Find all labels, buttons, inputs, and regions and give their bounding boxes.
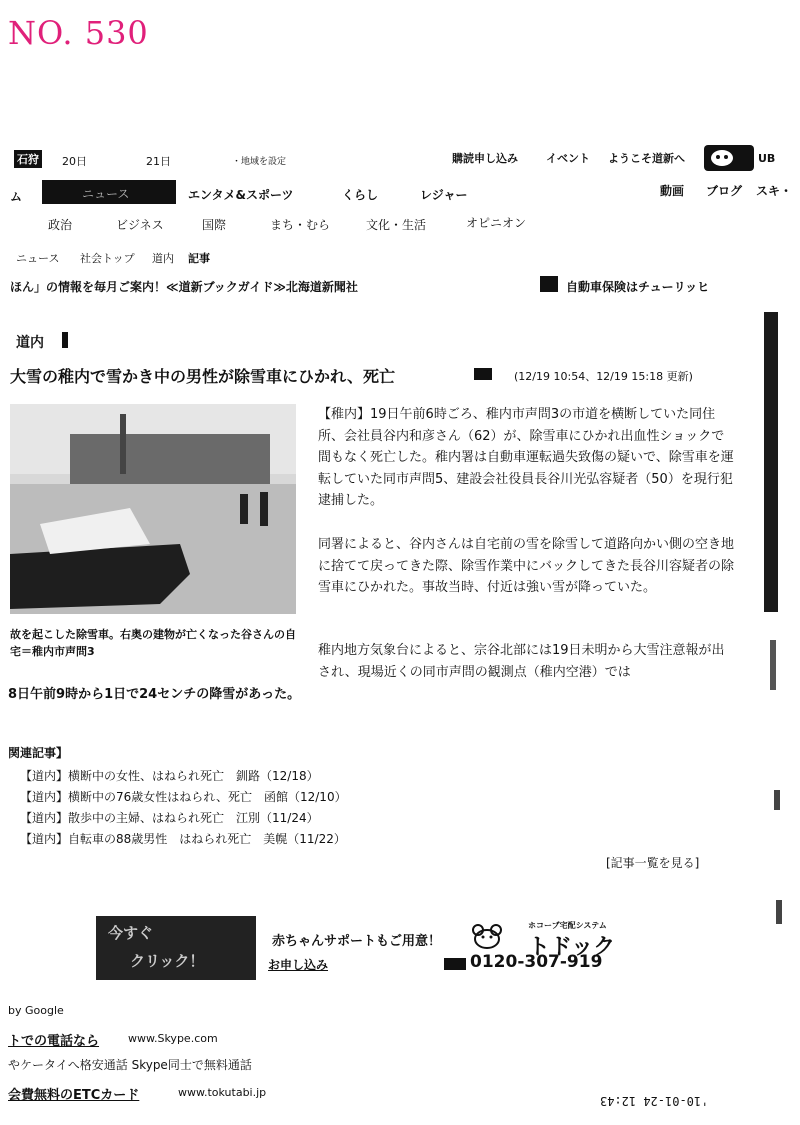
text-ad-2-title[interactable]: 会費無料のETCカード bbox=[8, 1088, 140, 1103]
archive-number-stamp: NO. 530 bbox=[8, 14, 149, 52]
ad-click-line1: 今すぐ bbox=[108, 924, 154, 942]
snowplow-photo-drawing bbox=[10, 404, 296, 614]
logo-mascot-icon bbox=[704, 145, 754, 171]
breadcrumb-local[interactable]: 道内 bbox=[152, 252, 174, 265]
logo-tail: UB bbox=[758, 152, 776, 165]
welcome-link[interactable]: ようこそ道新へ bbox=[608, 152, 685, 165]
nav-news-tab[interactable] bbox=[42, 180, 176, 204]
ad-click-line2: クリック！ bbox=[130, 952, 205, 970]
nav-entertainment[interactable]: エンタメ&スポーツ bbox=[188, 188, 294, 202]
photo-indicator-icon bbox=[474, 368, 492, 380]
ads-by-google[interactable]: by Google bbox=[8, 1004, 64, 1017]
promo-insurance[interactable]: 自動車保険はチューリッヒ bbox=[566, 280, 710, 294]
related-item[interactable]: 【道内】自転車の88歳男性 はねられ死亡 美幌（11/22） bbox=[20, 832, 346, 846]
weather-date-20: 20日 bbox=[62, 155, 87, 168]
breadcrumb-society[interactable]: 社会トップ bbox=[80, 252, 135, 265]
article-photo bbox=[10, 404, 296, 614]
dohshin-logo[interactable] bbox=[704, 145, 754, 171]
text-ad-1-body: やケータイへ格安通話 Skype同士で無料通話 bbox=[8, 1058, 252, 1072]
fax-timestamp: '10-01-24 12:43 bbox=[600, 1094, 709, 1108]
text-ad-1-title[interactable]: トでの電話なら bbox=[8, 1034, 100, 1049]
nav-leisure[interactable]: レジャー bbox=[420, 188, 468, 202]
related-heading: 関連記事】 bbox=[8, 746, 69, 760]
pr-badge-icon bbox=[540, 276, 558, 292]
article-paragraph-3-cont: 8日午前9時から1日で24センチの降雪があった。 bbox=[8, 687, 301, 702]
subnav-business[interactable]: ビジネス bbox=[116, 218, 164, 232]
ad-brand-sub: ホコーブ宅配システム bbox=[528, 921, 607, 930]
subnav-international[interactable]: 国際 bbox=[202, 218, 227, 232]
ad-tagline: 赤ちゃんサポートもご用意！ bbox=[272, 934, 442, 949]
ad-apply-link[interactable]: お申し込み bbox=[268, 958, 329, 972]
weather-date-21: 21日 bbox=[146, 155, 171, 168]
event-link[interactable]: イベント bbox=[546, 152, 590, 165]
nav-news-label: ニュース bbox=[82, 187, 130, 201]
promo-book-guide[interactable]: ほん」の情報を毎月ご案内！≪道新ブックガイド≫北海道新聞社 bbox=[10, 280, 358, 294]
article-paragraph-1: 【稚内】19日午前6時ごろ、稚内市声問3の市道を横断していた同住所、会社員谷内和彦さん（62）が、除雪車にひかれ出血性ショックで間もなく死亡した。稚内署は自動車運転過失致傷の疑いで、除雪車を運転していた同市声問5、建設会社役員長谷川光弘容疑者（50）を現行犯逮捕した。 bbox=[318, 407, 734, 508]
breadcrumb-news[interactable]: ニュース bbox=[16, 252, 60, 265]
related-item[interactable]: 【道内】散歩中の主婦、はねられ死亡 江別（11/24） bbox=[20, 811, 319, 825]
ad-phone: 0120-307-919 bbox=[470, 952, 603, 972]
subnav-opinion[interactable]: オピニオン bbox=[466, 216, 527, 230]
region-badge[interactable]: 石狩 bbox=[14, 150, 42, 168]
photo-caption: 故を起こした除雪車。右奥の建物が亡くなった谷さんの自宅＝稚内市声問3 bbox=[10, 628, 296, 658]
article-timestamp: (12/19 10:54、12/19 15:18 更新) bbox=[514, 370, 693, 383]
subnav-culture[interactable]: 文化・生活 bbox=[366, 218, 427, 232]
related-item[interactable]: 【道内】横断中の76歳女性はねられ、死亡 函館（12/10） bbox=[20, 790, 347, 804]
article-paragraph-2: 同署によると、谷内さんは自宅前の雪を除雪して道路向かい側の空き地に捨てて戻ってきた際、除雪作業中にバックしてきた長谷川容疑者の除雪車にひかれた。事故当時、付近は強い雪が降っていた。 bbox=[318, 537, 735, 595]
related-item[interactable]: 【道内】横断中の女性、はねられ死亡 釧路（12/18） bbox=[20, 769, 319, 783]
ad-brand: トドック bbox=[528, 935, 616, 960]
subscribe-link[interactable]: 購読申し込み bbox=[452, 152, 518, 165]
nav-blog[interactable]: ブログ bbox=[706, 184, 743, 198]
nav-video[interactable]: 動画 bbox=[660, 184, 685, 198]
fax-icon bbox=[444, 958, 466, 970]
ad-click-button[interactable] bbox=[96, 916, 256, 980]
related-list bbox=[20, 766, 347, 850]
subnav-politics[interactable]: 政治 bbox=[48, 218, 73, 232]
nav-home[interactable]: ム bbox=[10, 190, 23, 204]
scan-noise bbox=[774, 790, 780, 810]
nav-ski[interactable]: スキ・ bbox=[756, 184, 793, 198]
related-more-link[interactable]: [記事一覧を見る] bbox=[606, 856, 700, 870]
nav-life[interactable]: くらし bbox=[342, 188, 379, 202]
scan-noise bbox=[776, 900, 782, 924]
text-ad-1-url[interactable]: www.Skype.com bbox=[128, 1032, 218, 1045]
scrollbar[interactable] bbox=[764, 312, 778, 612]
section-marker bbox=[62, 332, 68, 348]
section-label: 道内 bbox=[16, 335, 44, 351]
text-ad-2-url[interactable]: www.tokutabi.jp bbox=[178, 1086, 267, 1099]
article-headline: 大雪の稚内で雪かき中の男性が除雪車にひかれ、死亡 bbox=[10, 367, 395, 386]
breadcrumb-article: 記事 bbox=[188, 252, 210, 265]
bear-mascot-icon bbox=[470, 924, 504, 950]
subnav-towns[interactable]: まち・むら bbox=[270, 218, 331, 232]
article-paragraph-3: 稚内地方気象台によると、宗谷北部には19日未明から大雪注意報が出され、現場近くの同市声問の観測点（稚内空港）では bbox=[318, 643, 725, 680]
region-setting-link[interactable]: ・地域を設定 bbox=[232, 157, 287, 167]
scan-noise bbox=[770, 640, 776, 690]
